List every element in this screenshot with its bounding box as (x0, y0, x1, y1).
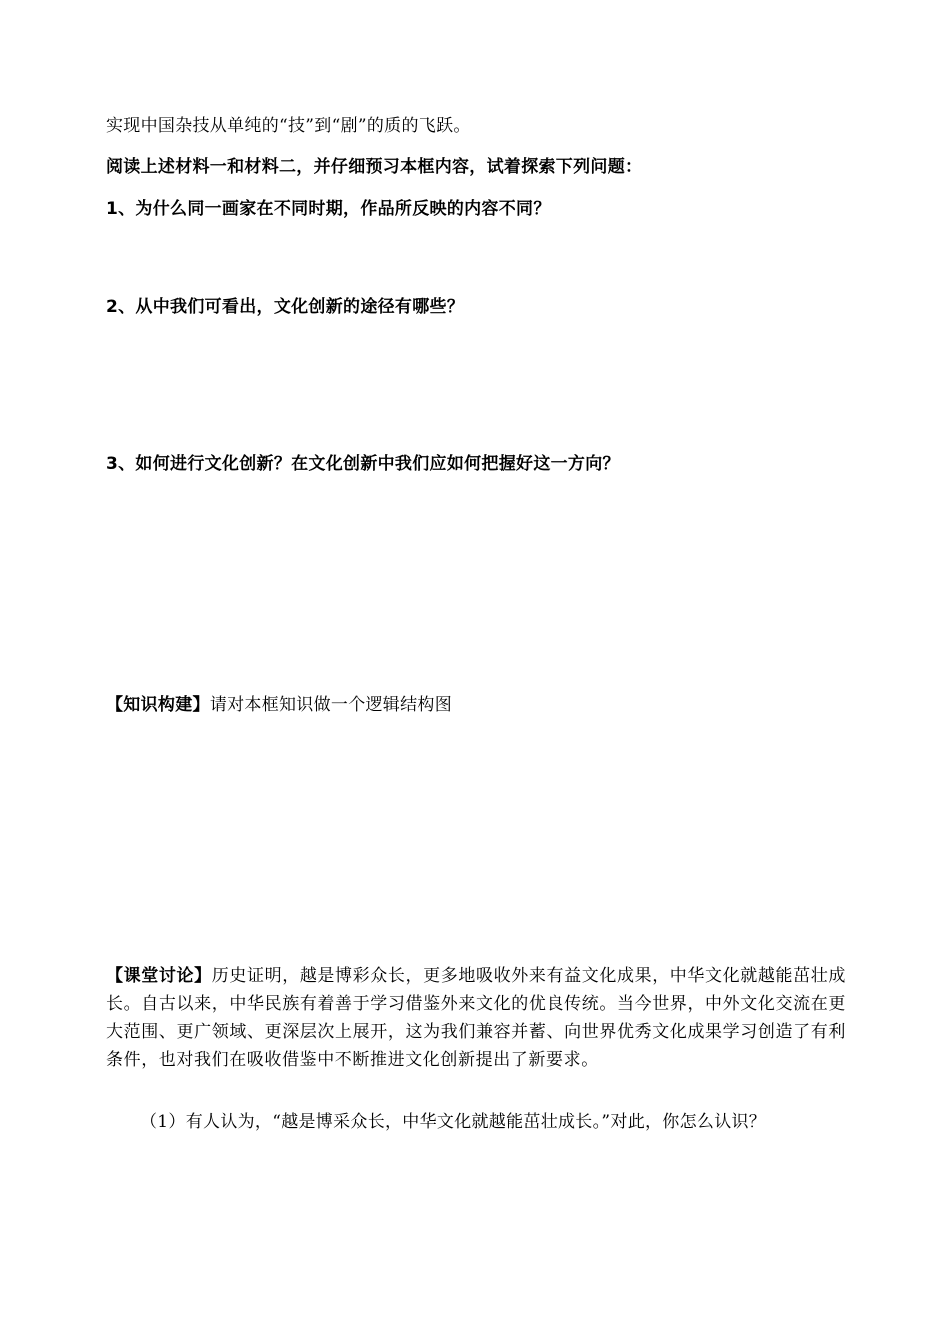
discussion-paragraph (106, 962, 846, 1074)
knowledge-text: 请对本框知识做一个逻辑结构图 (209, 695, 453, 715)
discussion-label: 【课堂讨论】 (106, 966, 212, 986)
knowledge-label: 【知识构建】 (106, 695, 210, 715)
question-1: 1、为什么同一画家在不同时期，作品所反映的内容不同？ (106, 199, 551, 219)
intro-line: 实现中国杂技从单纯的“技”到“剧”的质的飞跃。 (106, 116, 471, 136)
question-3: 3、如何进行文化创新？在文化创新中我们应如何把握好这一方向？ (106, 454, 620, 474)
knowledge-construction (106, 695, 452, 715)
instruction-text: 阅读上述材料一和材料二，并仔细预习本框内容，试着探索下列问题： (106, 157, 643, 177)
discussion-text: 历史证明，越是博彩众长，更多地吸收外来有益文化成果，中华文化就越能茁壮成长。自古以来，中华民族有着善于学习借鉴外来文化的优良传统。当今世界，中外文化交流在更大范围、更广领域、更深层次上展开，这为我们兼容并蓄、向世界优秀文化成果学习创造了有利条件，也对我们在吸收借鉴中不断推进文化创新提出了新要求。 (106, 966, 846, 1070)
question-2: 2、从中我们可看出，文化创新的途径有哪些？ (106, 297, 465, 317)
discussion-sub-question: （1）有人认为，“越是博采众长，中华文化就越能茁壮成长。”对此，你怎么认识？ (140, 1112, 767, 1132)
